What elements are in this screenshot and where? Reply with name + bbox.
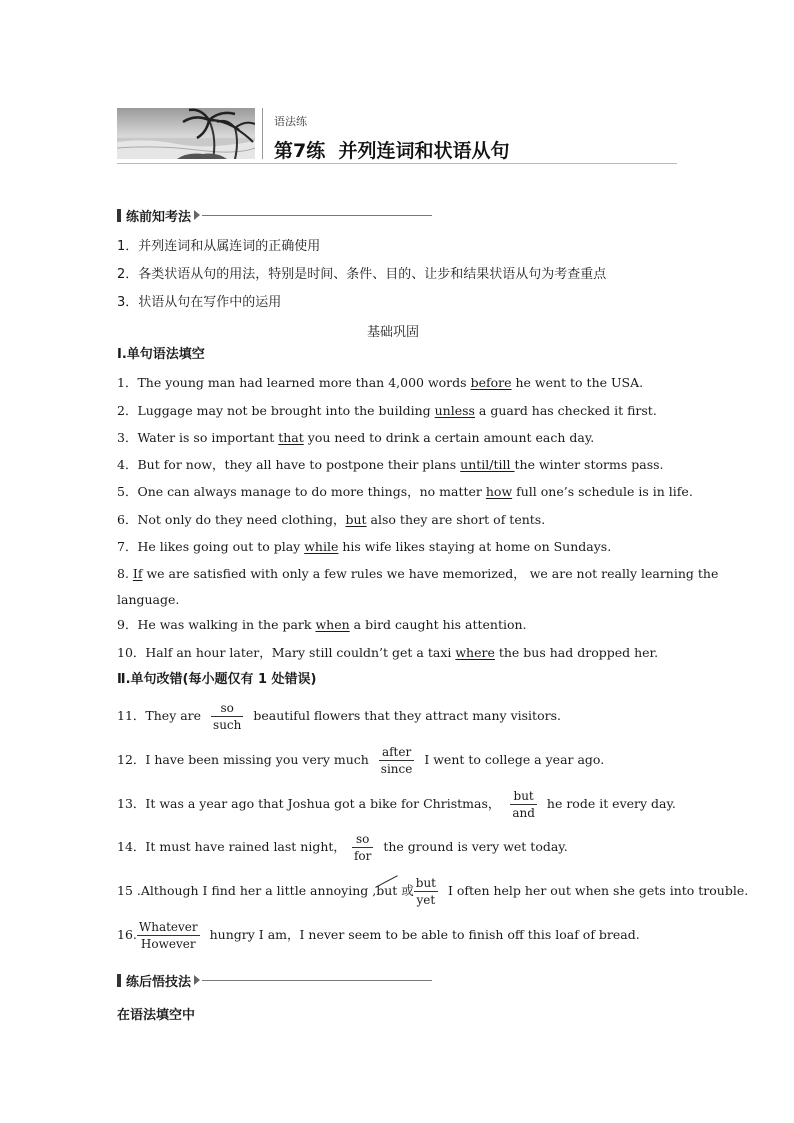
correction-item: 11．They are $\frac{so}{\text{such}}$ beautiful flowers that they attract many visitors. <box>117 701 561 732</box>
answer: but <box>345 512 367 527</box>
section-after-text: 在语法填空中 <box>117 1008 196 1023</box>
part-title: 基础巩固 <box>367 325 420 340</box>
answer: that <box>278 430 304 445</box>
correction-item: 14．It must have rained last night， $\frac{so}{\text{for}}$ the ground is very wet today. <box>117 832 568 863</box>
correction-fraction: $\frac{\text{after}}{\text{since}}$ <box>380 745 413 776</box>
question-item: 8. If we are satisfied with only a few rules we have memorized， we are not really learning the <box>117 566 719 581</box>
answer: unless <box>434 403 475 418</box>
answer: If <box>132 566 143 581</box>
answer: until/till <box>460 457 515 472</box>
part1-heading: Ⅰ.单句语法填空 <box>117 347 205 362</box>
answer: when <box>315 617 350 632</box>
answer: where <box>455 645 495 660</box>
correction-item: 13．It was a year ago that Joshua got a bike for Christmas， $\frac{\text{but}}{\text{and}}$ he rode it every day. <box>117 789 676 820</box>
question-item: 6．Not only do they need clothing，but also they are short of tents. <box>117 512 546 527</box>
correction-item: 12．I have been missing you very much $\frac{\text{after}}{\text{since}}$ I went to college a year ago. <box>117 745 605 776</box>
part2-heading: Ⅱ.单句改错(每小题仅有 1 处错误) <box>117 672 317 687</box>
question-item-continuation: language. <box>117 592 180 607</box>
header-rule <box>117 163 677 164</box>
correction-fraction: $\frac{so}{\text{for}}$ <box>353 832 372 863</box>
question-item: 4．But for now，they all have to postpone their plans until/till the winter storms pass. <box>117 457 664 472</box>
question-item: 9．He was walking in the park when a bird caught his attention. <box>117 617 527 632</box>
section-before-heading: 练前知考法 <box>117 207 432 223</box>
header-divider <box>262 108 263 159</box>
question-item: 5．One can always manage to do more things，no matter how full one’s schedule is in life. <box>117 484 693 499</box>
question-item: 1．The young man had learned more than 4,000 words before he went to the USA. <box>117 375 644 390</box>
header-banner-image <box>117 108 255 159</box>
correction-fraction: $\frac{\text{but}}{\text{and}}$ <box>512 789 535 820</box>
question-item: 3．Water is so important that you need to drink a certain amount each day. <box>117 430 595 445</box>
correction-fraction: $\frac{\text{but}}{\text{yet}}$ <box>415 876 436 907</box>
answer: before <box>470 375 512 390</box>
page-title: 第7练 并列连词和状语从句 <box>274 140 510 162</box>
question-item: 7．He likes going out to play while his wife likes staying at home on Sundays. <box>117 539 612 554</box>
correction-item: 16. $\frac{\text{Whatever}}{\text{However}}$ hungry I am，I never seem to be able to finish off this loaf of bread. <box>117 920 640 951</box>
correction-fraction: $\frac{so}{\text{such}}$ <box>213 701 242 732</box>
correction-item: 15 .Although I find her a little annoying ,but 或 $\frac{\text{but}}{\text{yet}}$ I often help her out when she gets into trouble. <box>117 876 749 907</box>
answer: how <box>485 484 513 499</box>
section-after-heading: 练后悟技法 <box>117 972 432 988</box>
correction-fraction: $\frac{\text{Whatever}}{\text{However}}$ <box>138 920 198 951</box>
question-item: 2．Luggage may not be brought into the building unless a guard has checked it first. <box>117 403 657 418</box>
answer: while <box>304 539 339 554</box>
list-item: 3．状语从句在写作中的运用 <box>117 295 282 310</box>
list-item: 1．并列连词和从属连词的正确使用 <box>117 239 321 254</box>
question-item: 10．Half an hour later，Mary still couldn’t get a taxi where the bus had dropped her. <box>117 645 659 660</box>
list-item: 2．各类状语从句的用法，特别是时间、条件、目的、让步和结果状语从句为考查重点 <box>117 267 607 282</box>
struck-word: but <box>376 874 397 908</box>
header-category: 语法练 <box>274 115 307 128</box>
